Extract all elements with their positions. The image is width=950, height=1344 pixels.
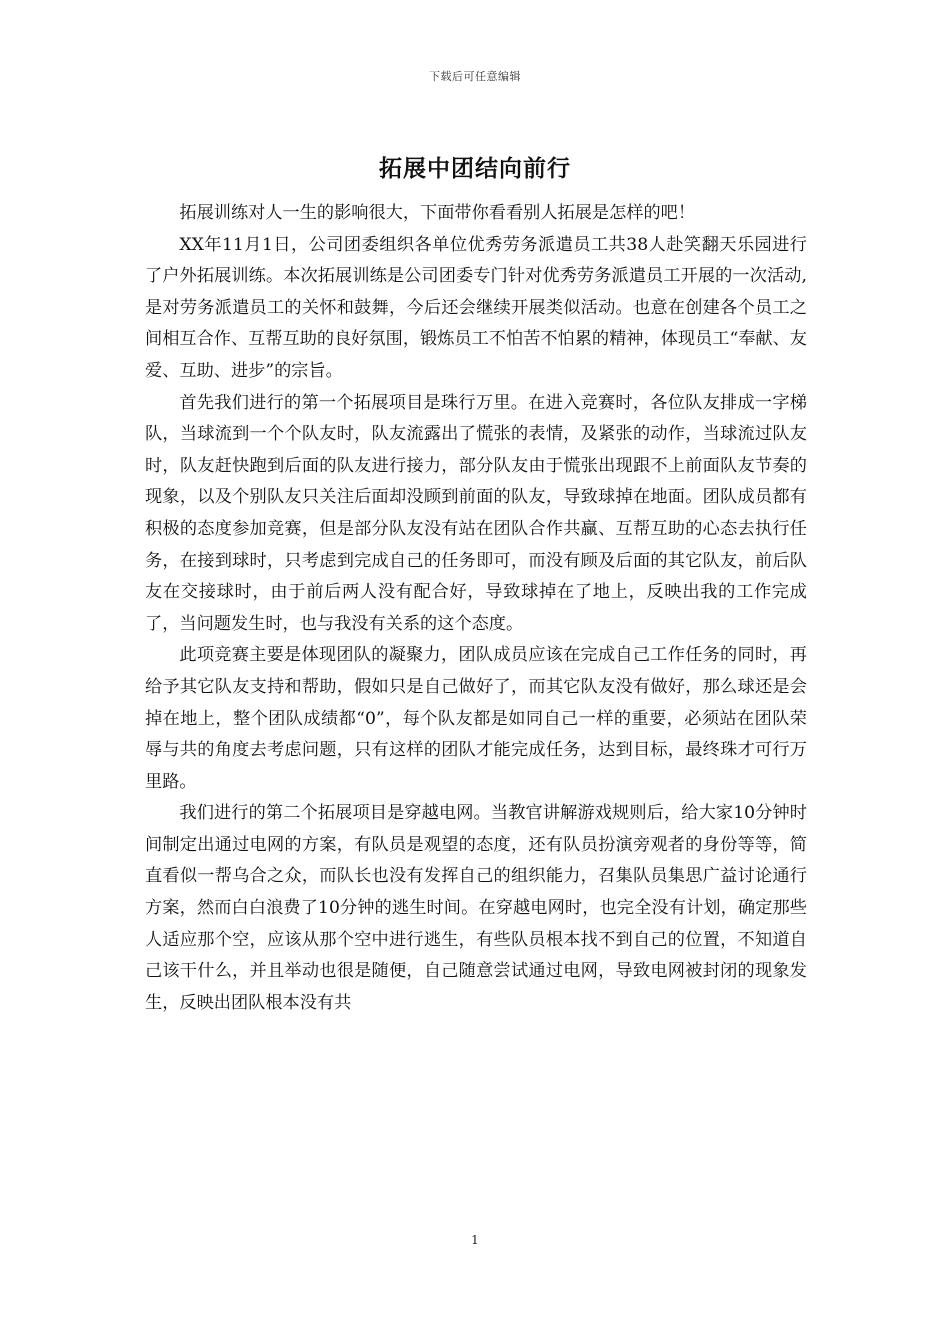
paragraph-intro: 拓展训练对人一生的影响很大，下面带你看看别人拓展是怎样的吧！ — [179, 203, 696, 223]
page-number: 1 — [471, 1233, 479, 1247]
paragraph-first-project: 首先我们进行的第一个拓展项目是珠行万里。在进入竞赛时，各位队友排成一字梯队，当球流到一个个队友时，队友流露出了慌张的表情，及紧张的动作，当球流过队友时，队友赶快跑到后面的队友进行接力，部分队友由于慌张出现跟不上前面队友节奏的现象，以及个别队友只关注后面却没顾到前面的队友，导致球掉在地面。团队成员都有积极的态度参加竞赛，但是部分队友没有站在团队合作共赢、互帮互助的心态去执行任务，在接到球时，只考虑到完成自己的任务即可，而没有顾及后面的其它队友，前后队友在交接球时，由于前后两人没有配合好，导致球掉在了地上，反映出我的工作完成了，当问题发生时，也与我没有关系的这个态度。 — [145, 392, 807, 634]
paragraph-second-project: 我们进行的第二个拓展项目是穿越电网。当教官讲解游戏规则后，给大家10分钟时间制定出通过电网的方案，有队员是观望的态度，还有队员扮演旁观者的身份等等，简直看似一帮乌合之众，而队长也没有发挥自己的组织能力，召集队员集思广益讨论通行方案，然而白白浪费了10分钟的逃生时间。在穿越电网时，也完全没有计划，确定那些人适应那个空，应该从那个空中进行逃生，有些队员根本找不到自己的位置，不知道自己该干什么，并且举动也很是随便，自己随意尝试通过电网，导致电网被封闭的现象发生，反映出团队根本没有共 — [145, 803, 807, 1013]
paragraph-first-project-reflection: 此项竞赛主要是体现团队的凝聚力，团队成员应该在完成自己工作任务的同时，再给予其它队友支持和帮助，假如只是自己做好了，而其它队友没有做好，那么球还是会掉在地上，整个团队成绩都“0”，每个队友都是如同自己一样的重要，必须站在团队荣辱与共的角度去考虑问题，只有这样的团队才能完成任务，达到目标，最终珠才可行万里路。 — [145, 645, 807, 792]
document-body — [145, 198, 807, 1019]
paragraph-event-overview: XX年11月1日，公司团委组织各单位优秀劳务派遣员工共38人赴笑翻天乐园进行了户外拓展训练。本次拓展训练是公司团委专门针对优秀劳务派遣员工开展的一次活动,是对劳务派遣员工的关怀和鼓舞，今后还会继续开展类似活动。也意在创建各个员工之间相互合作、互帮互助的良好氛围，锻炼员工不怕苦不怕累的精神，体现员工“奉献、友爱、互助、进步”的宗旨。 — [145, 234, 807, 381]
page-header-note: 下载后可任意编辑 — [429, 70, 521, 83]
document-title: 拓展中团结向前行 — [379, 155, 571, 182]
